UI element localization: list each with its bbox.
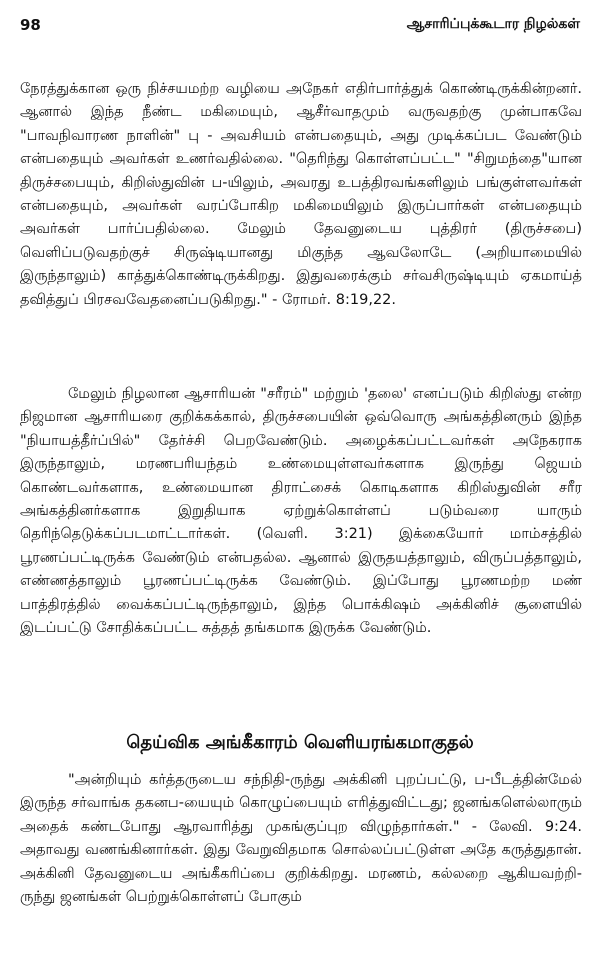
running-title: ஆசாரிப்புக்கூடார நிழல்கள் [406, 16, 580, 32]
paragraph-3: "அன்றியும் கர்த்தருடைய சந்நிதி-ருந்து அக்கினி புறப்பட்டு, ப-பீடத்தின்மேல் இருந்த சர்வாங்க தகனப-யையும் கொழுப்பையும் எரித்துவிட்டது; ஜனங்களெல்லாரும் அதைக் கண்டபோது ஆரவாரித்து முகங்குப்புற விழுந்தார்கள்." - லேவி. 9:24. அதாவது வணங்கினார்கள். இது வேறுவிதமாக சொல்லப்பட்டுள்ள அதே கருத்துதான். அக்கினி தேவனுடைய அங்கீகரிப்பை குறிக்கிறது. மரணம், கல்லறை ஆகியவற்றி-ருந்து ஜனங்கள் பெற்றுக்கொள்ளப் போகும் [20, 772, 582, 906]
page-number: 98 [20, 16, 41, 34]
section-heading: தெய்விக அங்கீகாரம் வெளியரங்கமாகுதல் [126, 732, 474, 753]
paragraph-1: நேரத்துக்கான ஒரு நிச்சயமற்ற வழியை அநேகர் எதிர்பார்த்துக் கொண்டிருக்கின்றனர். ஆனால் இந்த நீண்ட மகிமையும், ஆசீர்வாதமும் வருவதற்கு முன்பாகவே "பாவநிவாரண நாளின்" பு - அவசியம் என்பதையும், அது முடிக்கப்பட வேண்டும் என்பதையும் அவர்கள் உணர்வதில்லை. "தெரிந்து கொள்ளப்பட்ட" "சிறுமந்தை"யான திருச்சபையும், கிறிஸ்துவின் ப-யிலும், அவரது உபத்திரவங்களிலும் பங்குள்ளவர்கள் என்பதையும், அவர்கள் வரப்போகிற மகிமையிலும் இருப்பார்கள் என்பதையும் அவர்கள் பார்ப்பதில்லை. மேலும் தேவனுடைய புத்திரர் (திருச்சபை) வெளிப்படுவதற்குச் சிருஷ்டியானது மிகுந்த ஆவலோடே (அறியாமையில் இருந்தாலும்) காத்துக்கொண்டிருக்கிறது. இதுவரைக்கும் சர்வசிருஷ்டியும் ஏகமாய்த் தவித்துப் பிரசவவேதனைப்படுகிறது." - ரோமர். 8:19,22. [20, 81, 582, 308]
paragraph-2: மேலும் நிழலான ஆசாரியன் "சரீரம்" மற்றும் 'தலை' எனப்படும் கிறிஸ்து என்ற நிஜமான ஆசாரியரை குறிக்கக்கால், திருச்சபையின் ஒவ்வொரு அங்கத்தினரும் இந்த "நியாயத்தீர்ப்பில்" தேர்ச்சி பெறவேண்டும். அழைக்கப்பட்டவர்கள் அநேகராக இருந்தாலும், மரணபரியந்தம் உண்மையுள்ளவர்களாக இருந்து ஜெயம் கொண்டவர்களாக, உண்மையான திராட்சைக் கொடிகளாக கிறிஸ்துவின் சரீர அங்கத்தினர்களாக இறுதியாக ஏற்றுக்கொள்ளப் படும்வரை யாரும் தெரிந்தெடுக்கப்படமாட்டார்கள். (வெளி. 3:21) இக்கையோர் மாம்சத்தில் பூரணப்பட்டிருக்க வேண்டும் என்பதல்ல. ஆனால் இருதயத்தாலும், விருப்பத்தாலும், எண்ணத்தாலும் பூரணப்பட்டிருக்க வேண்டும். இப்போது பூரணமற்ற மண் பாத்திரத்தில் வைக்கப்பட்டிருந்தாலும், இந்த பொக்கிஷம் அக்கினிச் சூளையில் இடப்பட்டு சோதிக்கப்பட்ட சுத்தத் தங்கமாக இருக்க வேண்டும். [20, 386, 582, 637]
page-header [20, 16, 580, 44]
